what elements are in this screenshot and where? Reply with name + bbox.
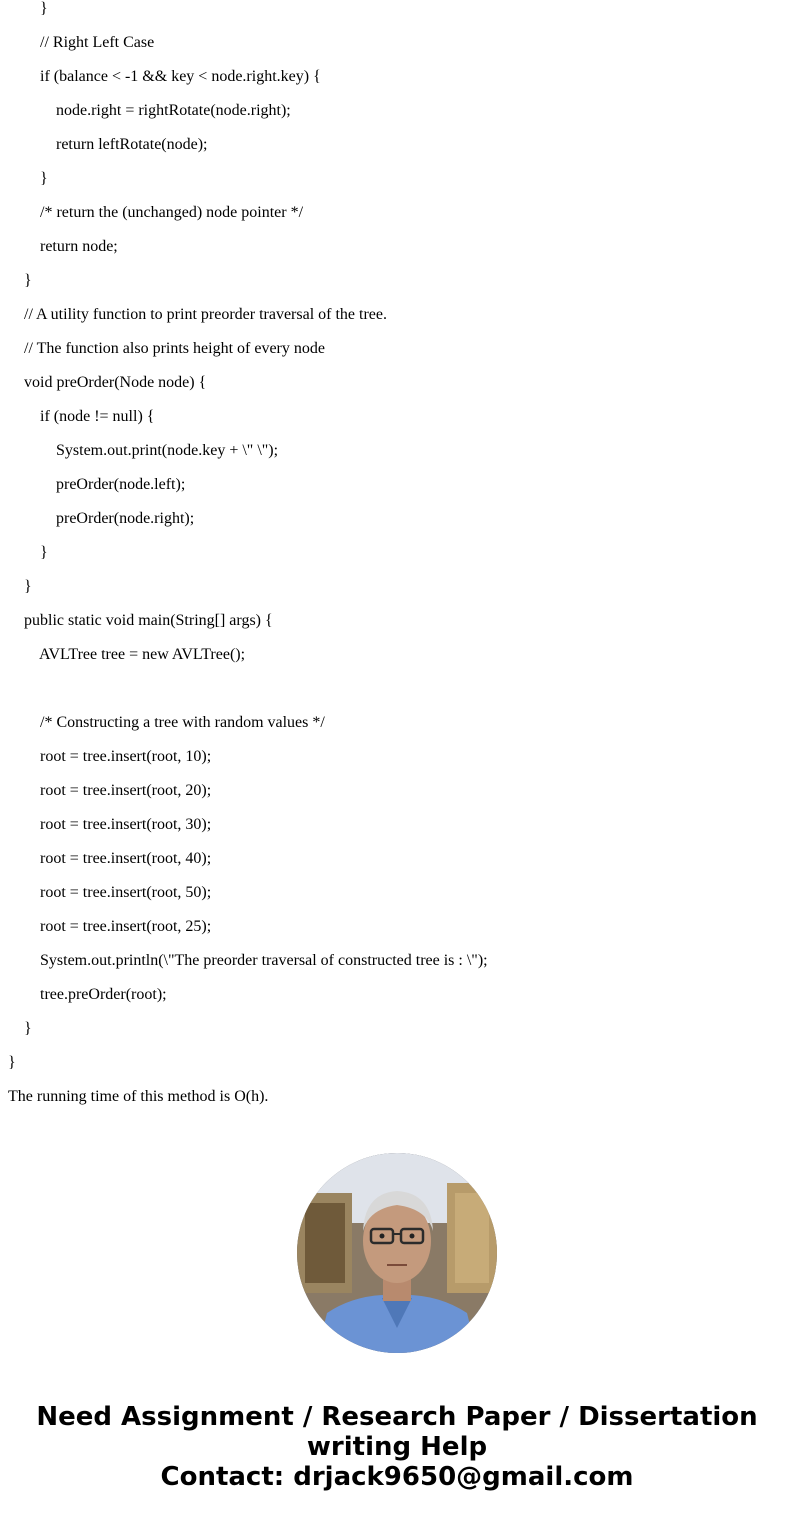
code-line: } bbox=[24, 272, 32, 289]
code-line: System.out.print(node.key + \" \"); bbox=[56, 442, 279, 459]
promo-banner bbox=[0, 1402, 794, 1492]
code-line: node.right = rightRotate(node.right); bbox=[56, 102, 291, 119]
code-line: root = tree.insert(root, 30); bbox=[40, 816, 212, 833]
code-line: } bbox=[40, 0, 48, 17]
code-line: // A utility function to print preorder traversal of the tree. bbox=[24, 306, 388, 323]
code-line: public static void main(String[] args) { bbox=[24, 612, 273, 629]
code-line: /* Constructing a tree with random values */ bbox=[40, 714, 325, 731]
promo-contact: Contact: drjack9650@gmail.com bbox=[160, 1462, 634, 1492]
code-line: } bbox=[24, 578, 32, 595]
code-line: return leftRotate(node); bbox=[56, 136, 208, 153]
code-line: // The function also prints height of every node bbox=[24, 340, 325, 357]
code-line: if (node != null) { bbox=[40, 408, 155, 425]
code-line: } bbox=[8, 1054, 16, 1071]
code-line: System.out.println(\"The preorder traversal of constructed tree is : \"); bbox=[40, 952, 488, 969]
promo-line-1: Need Assignment / Research Paper / Dissertation bbox=[36, 1402, 758, 1432]
code-line: } bbox=[40, 544, 48, 561]
code-line: root = tree.insert(root, 50); bbox=[40, 884, 212, 901]
running-time-note: The running time of this method is O(h). bbox=[8, 1088, 269, 1105]
code-line: return node; bbox=[40, 238, 118, 255]
code-line: preOrder(node.right); bbox=[56, 510, 195, 527]
code-line: root = tree.insert(root, 10); bbox=[40, 748, 212, 765]
code-line: } bbox=[40, 170, 48, 187]
person-photo-icon bbox=[297, 1153, 497, 1353]
code-line bbox=[0, 672, 794, 706]
code-line: preOrder(node.left); bbox=[56, 476, 186, 493]
code-line: AVLTree tree = new AVLTree(); bbox=[39, 646, 246, 663]
promo-line-2: writing Help bbox=[306, 1432, 488, 1462]
author-avatar bbox=[297, 1153, 497, 1353]
code-line: root = tree.insert(root, 25); bbox=[40, 918, 212, 935]
code-line: root = tree.insert(root, 20); bbox=[40, 782, 212, 799]
code-line: if (balance < -1 && key < node.right.key) { bbox=[40, 68, 321, 85]
code-line: // Right Left Case bbox=[40, 34, 155, 51]
code-line: void preOrder(Node node) { bbox=[24, 374, 207, 391]
code-line: root = tree.insert(root, 40); bbox=[40, 850, 212, 867]
code-line: } bbox=[24, 1020, 32, 1037]
code-line: /* return the (unchanged) node pointer */ bbox=[40, 204, 304, 221]
code-line: tree.preOrder(root); bbox=[40, 986, 167, 1003]
